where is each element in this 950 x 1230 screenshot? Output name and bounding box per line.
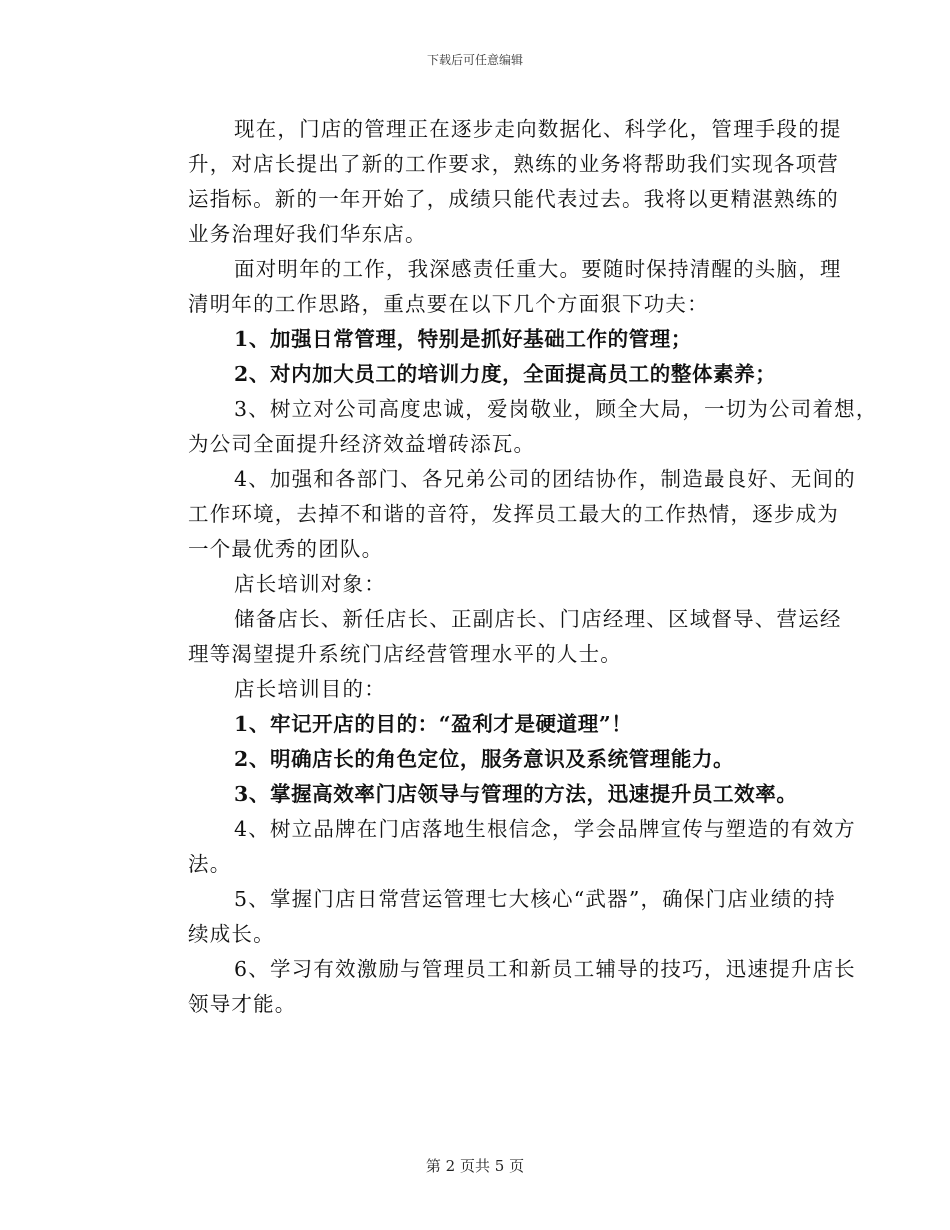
document-body bbox=[142, 112, 878, 1022]
paragraph-line: 2、对内加大员工的培训力度，全面提高员工的整体素养； bbox=[234, 362, 777, 386]
paragraph-line: 领导才能。 bbox=[188, 992, 297, 1016]
paragraph-line: 2、明确店长的角色定位，服务意识及系统管理能力。 bbox=[234, 747, 735, 771]
paragraph-line: 清明年的工作思路，重点要在以下几个方面狠下功夫： bbox=[188, 292, 709, 316]
paragraph-line: 续成长。 bbox=[188, 922, 275, 946]
bold-item-1 bbox=[142, 322, 822, 357]
goal-item-1 bbox=[142, 707, 822, 742]
target-audience bbox=[142, 602, 842, 672]
goal-item-2 bbox=[142, 742, 822, 777]
paragraph-line: 面对明年的工作，我深感责任重大。要随时保持清醒的头脑，理 bbox=[234, 257, 842, 281]
paragraph-line: 1、牢记开店的目的：“盈利才是硬道理”！ bbox=[234, 712, 633, 736]
goal-item-3 bbox=[142, 777, 822, 812]
paragraph-line: 4、树立品牌在门店落地生根信念，学会品牌宣传与塑造的有效方 bbox=[234, 817, 856, 841]
paragraph-line: 运指标。新的一年开始了，成绩只能代表过去。我将以更精湛熟练的 bbox=[188, 187, 839, 211]
paragraph-line: 1、加强日常管理，特别是抓好基础工作的管理； bbox=[234, 327, 692, 351]
paragraph-line: 业务治理好我们华东店。 bbox=[188, 222, 427, 246]
goal-item-6 bbox=[142, 952, 856, 1022]
goal-item-5 bbox=[142, 882, 836, 952]
section-heading-target bbox=[142, 567, 822, 602]
paragraph-line: 店长培训对象： bbox=[234, 572, 386, 596]
paragraph-line: 储备店长、新任店长、正副店长、门店经理、区域督导、营运经 bbox=[234, 607, 842, 631]
paragraph-line: 法。 bbox=[188, 852, 232, 876]
page-number: 第 2 页共 5 页 bbox=[425, 1157, 525, 1175]
paragraph-line: 升，对店长提出了新的工作要求，熟练的业务将帮助我们实现各项营 bbox=[188, 152, 839, 176]
paragraph-next-year bbox=[142, 252, 842, 322]
page-header: 下载后可任意编辑 bbox=[426, 53, 523, 67]
paragraph-line: 工作环境，去掉不和谐的音符，发挥员工最大的工作热情，逐步成为 bbox=[188, 502, 839, 526]
paragraph-line: 理等渴望提升系统门店经营管理水平的人士。 bbox=[188, 642, 622, 666]
paragraph-line: 为公司全面提升经济效益增砖添瓦。 bbox=[188, 432, 536, 456]
paragraph-line: 4、加强和各部门、各兄弟公司的团结协作，制造最良好、无间的 bbox=[234, 467, 856, 491]
bold-item-2 bbox=[142, 357, 822, 392]
paragraph-line: 一个最优秀的团队。 bbox=[188, 537, 384, 561]
paragraph-line: 3、树立对公司高度忠诚，爱岗敬业，顾全大局，一切为公司着想， bbox=[234, 397, 878, 421]
paragraph-intro bbox=[142, 112, 842, 252]
section-heading-goal bbox=[142, 672, 822, 707]
paragraph-line: 5、掌握门店日常营运管理七大核心“武器”，确保门店业绩的持 bbox=[234, 887, 836, 911]
goal-item-4 bbox=[142, 812, 856, 882]
paragraph-line: 现在，门店的管理正在逐步走向数据化、科学化，管理手段的提 bbox=[234, 117, 842, 141]
item-3 bbox=[142, 392, 878, 462]
paragraph-line: 店长培训目的： bbox=[234, 677, 386, 701]
paragraph-line: 6、学习有效激励与管理员工和新员工辅导的技巧，迅速提升店长 bbox=[234, 957, 856, 981]
paragraph-line: 3、掌握高效率门店领导与管理的方法，迅速提升员工效率。 bbox=[234, 782, 798, 806]
item-4 bbox=[142, 462, 856, 567]
